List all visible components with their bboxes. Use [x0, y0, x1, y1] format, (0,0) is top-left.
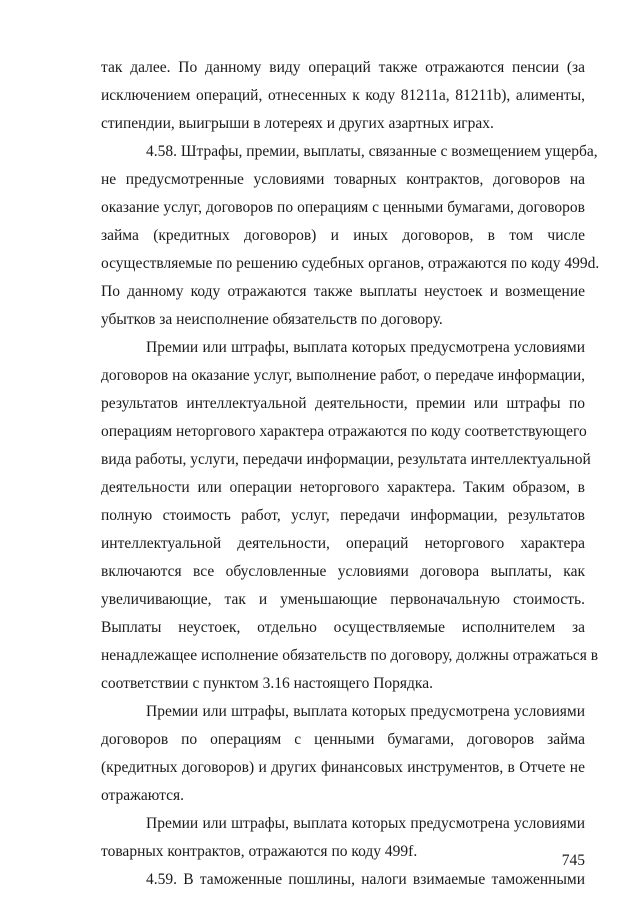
text-line: По данному коду отражаются также выплаты неустоек и возмещение [101, 283, 585, 300]
text-line: результатов интеллектуальной деятельности, премии или штрафы по [101, 395, 585, 412]
text-line: товарных контрактов, отражаются по коду 499f. [101, 843, 418, 860]
text-line: Премии или штрафы, выплата которых предусмотрена условиями [146, 815, 585, 832]
text-line: 4.59. В таможенные пошлины, налоги взимаемые таможенными [146, 871, 585, 888]
text-line: включаются все обусловленные условиями договора выплаты, как [101, 563, 585, 580]
text-line: убытков за неисполнение обязательств по договору. [101, 311, 443, 328]
page-number: 745 [561, 852, 585, 869]
text-line: займа (кредитных договоров) и иных договоров, в том числе [101, 227, 585, 244]
text-line: отражаются. [101, 787, 184, 804]
text-line: вида работы, услуги, передачи информации, результата интеллектуальной [101, 451, 591, 468]
text-line: деятельности или операции неторгового характера. Таким образом, в [101, 479, 585, 496]
text-line: интеллектуальной деятельности, операций неторгового характера [101, 535, 585, 552]
text-line: так далее. По данному виду операций также отражаются пенсии (за [101, 59, 585, 76]
text-line: ненадлежащее исполнение обязательств по договору, должны отражаться в [101, 647, 599, 664]
text-line: Премии или штрафы, выплата которых предусмотрена условиями [146, 339, 585, 356]
text-line: Выплаты неустоек, отдельно осуществляемые исполнителем за [101, 619, 585, 636]
text-line: соответствии с пунктом 3.16 настоящего Порядка. [101, 675, 433, 692]
text-line: увеличивающие, так и уменьшающие первоначальную стоимость. [101, 591, 585, 608]
text-line: операциям неторгового характера отражаются по коду соответствующего [101, 423, 587, 440]
text-line: полную стоимость работ, услуг, передачи информации, результатов [101, 507, 585, 524]
text-line: 4.58. Штрафы, премии, выплаты, связанные с возмещением ущерба, [146, 143, 598, 160]
text-line: оказание услуг, договоров по операциям с ценными бумагами, договоров [101, 199, 585, 216]
text-line: договоров на оказание услуг, выполнение работ, о передаче информации, [101, 367, 585, 384]
text-line: не предусмотренные условиями товарных контрактов, договоров на [101, 171, 585, 188]
text-line: стипендии, выигрыши в лотереях и других азартных играх. [101, 115, 494, 132]
text-line: договоров по операциям с ценными бумагами, договоров займа [101, 731, 585, 748]
text-line: осуществляемые по решению судебных органов, отражаются по коду 499d. [101, 255, 600, 272]
text-line: (кредитных договоров) и других финансовых инструментов, в Отчете не [101, 759, 585, 776]
text-line: исключением операций, отнесенных к коду 81211a, 81211b), алименты, [101, 87, 585, 104]
text-line: Премии или штрафы, выплата которых предусмотрена условиями [146, 703, 585, 720]
